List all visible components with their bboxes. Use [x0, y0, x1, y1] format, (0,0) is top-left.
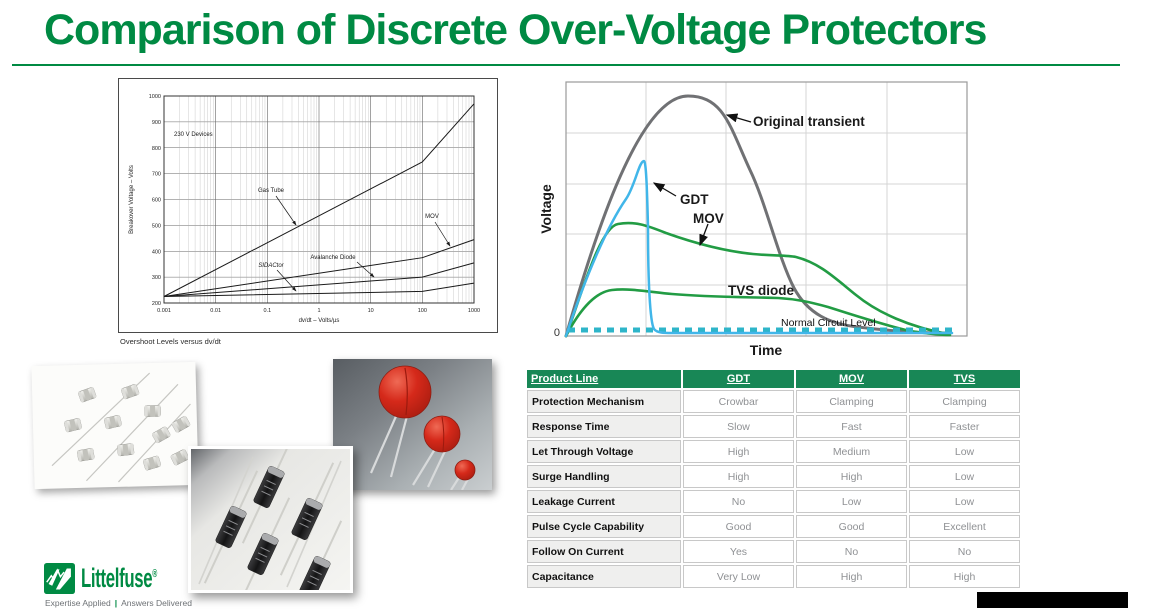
gdt-curve: [566, 161, 952, 336]
table-cell: Low: [909, 440, 1020, 463]
voltage-axis-label: Voltage: [538, 184, 554, 234]
table-row: [527, 415, 1020, 438]
annotation-gas-tube-arrow: [276, 196, 296, 225]
gdt-components: [63, 382, 192, 472]
gdt-label: GDT: [680, 192, 709, 207]
mov-curve: [566, 223, 948, 336]
normal-circuit-level-label: Normal Circuit Level: [781, 317, 876, 329]
table-cell: Crowbar: [683, 390, 794, 413]
column-header-tvs: TVS: [909, 370, 1020, 388]
annotation-avalanche-diode: Avalanche Diode: [310, 255, 356, 261]
table-row: [527, 565, 1020, 588]
brand-wordmark: Littelfuse®: [81, 563, 158, 593]
table-row: [527, 465, 1020, 488]
slide-title: Comparison of Discrete Over-Voltage Protectors: [44, 6, 987, 54]
origin-zero-label: 0: [553, 327, 560, 339]
annotation-avalanche-diode-arrow: [357, 262, 374, 277]
table-cell: No: [796, 540, 907, 563]
row-label: Capacitance: [527, 565, 681, 588]
table-row: [527, 490, 1020, 513]
redacted-black-bar: [977, 592, 1128, 608]
overshoot-chart-figure: [118, 78, 498, 333]
y-tick-label: 300: [151, 275, 161, 282]
annotation-sidactor: SIDACtor: [258, 263, 284, 269]
tagline-left: Expertise Applied: [45, 598, 111, 608]
red-mov-discs-illustration: [333, 359, 492, 490]
littelfuse-logo-icon: [44, 563, 75, 594]
x-tick-label: 1: [317, 308, 321, 314]
table-cell: No: [683, 490, 794, 513]
gdt-product-photo: [31, 362, 198, 489]
table-cell: No: [909, 540, 1020, 563]
table-cell: High: [796, 565, 907, 588]
comparison-table: [525, 368, 1022, 590]
littelfuse-logo: [44, 563, 204, 594]
mov-label: MOV: [693, 211, 724, 226]
row-label: Protection Mechanism: [527, 390, 681, 413]
overshoot-chart: [119, 79, 497, 332]
annotation-gas-tube: Gas Tube: [257, 188, 285, 194]
table-cell: Low: [909, 465, 1020, 488]
table-cell: Medium: [796, 440, 907, 463]
tagline-separator: |: [114, 598, 118, 608]
overshoot-ylabel: Breakover Voltage – Volts: [129, 165, 135, 234]
row-label: Leakage Current: [527, 490, 681, 513]
table-cell: Fast: [796, 415, 907, 438]
original-transient-arrow: [727, 115, 751, 122]
time-axis-label: Time: [749, 342, 783, 358]
overshoot-chart-caption: Overshoot Levels versus dv/dt: [120, 337, 221, 346]
row-label: Response Time: [527, 415, 681, 438]
table-cell: High: [909, 565, 1020, 588]
table-cell: Good: [796, 515, 907, 538]
column-header-product-line: Product Line: [527, 370, 681, 388]
annotation-230v-devices: 230 V Devices: [174, 132, 213, 138]
row-label: Follow On Current: [527, 540, 681, 563]
y-tick-label: 500: [151, 223, 161, 230]
title-underline: [12, 64, 1120, 66]
tvs-diode-label: TVS diode: [728, 283, 795, 298]
y-tick-label: 600: [151, 197, 161, 204]
overshoot-xlabel: dv/dt – Volts/µs: [298, 318, 340, 324]
gas-discharge-tubes-illustration: [31, 362, 198, 489]
y-tick-label: 700: [151, 171, 161, 178]
x-tick-label: 10: [367, 308, 374, 314]
row-label: Let Through Voltage: [527, 440, 681, 463]
brand-tagline: [45, 598, 192, 608]
table-cell: Low: [796, 490, 907, 513]
x-tick-label: 0.001: [157, 308, 171, 314]
table-cell: Good: [683, 515, 794, 538]
table-row: [527, 440, 1020, 463]
y-tick-label: 900: [151, 119, 161, 126]
column-header-gdt: GDT: [683, 370, 794, 388]
gdt-arrow: [654, 183, 676, 196]
registered-mark: ®: [152, 568, 158, 580]
table-cell: High: [796, 465, 907, 488]
y-tick-label: 1000: [148, 94, 161, 100]
x-tick-label: 100: [417, 308, 427, 314]
table-cell: High: [683, 440, 794, 463]
axial-tvs-diodes-illustration: [191, 449, 350, 590]
x-tick-label: 0.01: [210, 308, 222, 314]
table-header-row: [527, 370, 1020, 388]
table-row: [527, 540, 1020, 563]
x-tick-label: 1000: [467, 308, 481, 314]
tvs-product-photo: [188, 446, 353, 593]
table-row: [527, 515, 1020, 538]
table-cell: Very Low: [683, 565, 794, 588]
table-cell: High: [683, 465, 794, 488]
tagline-right: Answers Delivered: [121, 598, 192, 608]
row-label: Surge Handling: [527, 465, 681, 488]
mov-product-photo: [333, 359, 492, 490]
table-cell: Faster: [909, 415, 1020, 438]
y-tick-label: 200: [151, 301, 161, 307]
annotation-mov: MOV: [425, 214, 439, 220]
row-label: Pulse Cycle Capability: [527, 515, 681, 538]
y-tick-label: 400: [151, 249, 161, 256]
table-cell: Excellent: [909, 515, 1020, 538]
transient-chart-figure: [538, 75, 990, 367]
table-cell: Clamping: [796, 390, 907, 413]
table-cell: Yes: [683, 540, 794, 563]
table-cell: Low: [909, 490, 1020, 513]
table-cell: Clamping: [909, 390, 1020, 413]
table-cell: Slow: [683, 415, 794, 438]
x-tick-label: 0.1: [263, 308, 272, 314]
table-row: [527, 390, 1020, 413]
column-header-mov: MOV: [796, 370, 907, 388]
original-transient-curve: [566, 96, 946, 336]
transient-chart: [538, 75, 990, 367]
original-transient-label: Original transient: [753, 114, 865, 129]
y-tick-label: 800: [151, 145, 161, 152]
